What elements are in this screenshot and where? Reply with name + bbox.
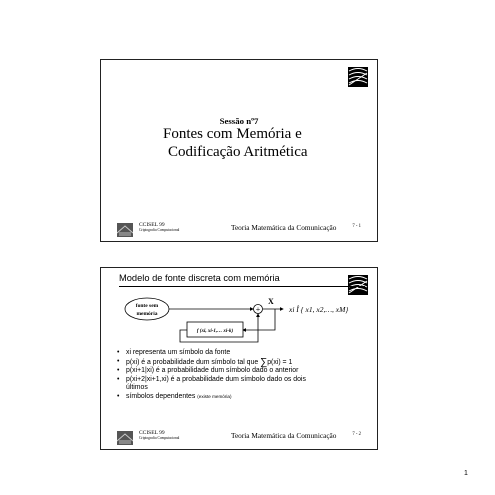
- footer-page: 7 - 1: [352, 224, 361, 229]
- source-label-2: memória: [136, 311, 158, 317]
- footer-title: Teoria Matemática da Comunicação: [231, 431, 337, 440]
- bullet-list: [117, 349, 306, 402]
- slide-logo-icon: [348, 67, 368, 87]
- slide-footer: [101, 427, 377, 449]
- slide-2: [100, 267, 378, 450]
- slide-footer: [101, 219, 377, 241]
- source-diagram: [101, 290, 379, 346]
- list-item: • símbolos dependentes (existe memória): [117, 393, 306, 402]
- list-item: • p(xi+1|xi) é a probabilidade dum símbolo dado o anterior: [117, 367, 306, 376]
- footer-org: CCISEL 99: [139, 222, 165, 228]
- list-item: • xi representa um símbolo da fonte: [117, 349, 306, 358]
- footer-title: Teoria Matemática da Comunicação: [231, 223, 337, 232]
- footer-org-sub: Criptografia Computacional: [139, 436, 180, 440]
- source-label-1: fonte sem: [135, 303, 159, 309]
- footer-page: 7 - 2: [352, 432, 361, 437]
- list-item: • p(xi) é a probabilidade dum símbolo tal que ∑p(xi) = 1: [117, 358, 306, 368]
- footer-logo-icon: [117, 223, 133, 237]
- footer-org-sub: Criptografia Computacional: [139, 228, 180, 232]
- slide-title: Modelo de fonte discreta com memória: [119, 273, 280, 283]
- output-label: X: [268, 297, 274, 306]
- adder-symbol: +: [255, 305, 261, 314]
- title-line-1: Fontes com Memória e: [163, 126, 302, 142]
- title-underline: [119, 286, 365, 287]
- sum-symbol: ∑: [260, 356, 268, 368]
- list-item: • p(xi+2|xi+1,xi) é a probabilidade dum símbolo dado os dois últimos: [117, 376, 306, 393]
- page-number: 1: [464, 470, 468, 477]
- slide-1: [100, 59, 378, 242]
- memory-function-label: f (xi, xi-1,… xi-k): [196, 329, 234, 334]
- sum-expression: p(xi) = 1: [267, 358, 293, 366]
- title-line-2: Codificação Aritmética: [168, 144, 308, 160]
- bullet-note: (existe memória): [197, 393, 232, 399]
- symbol-set-expression: xi Î { x1, x2,…, xM}: [289, 305, 349, 314]
- footer-logo-icon: [117, 431, 133, 445]
- session-label: Sessão nº7: [219, 116, 259, 126]
- footer-org: CCISEL 99: [139, 430, 165, 436]
